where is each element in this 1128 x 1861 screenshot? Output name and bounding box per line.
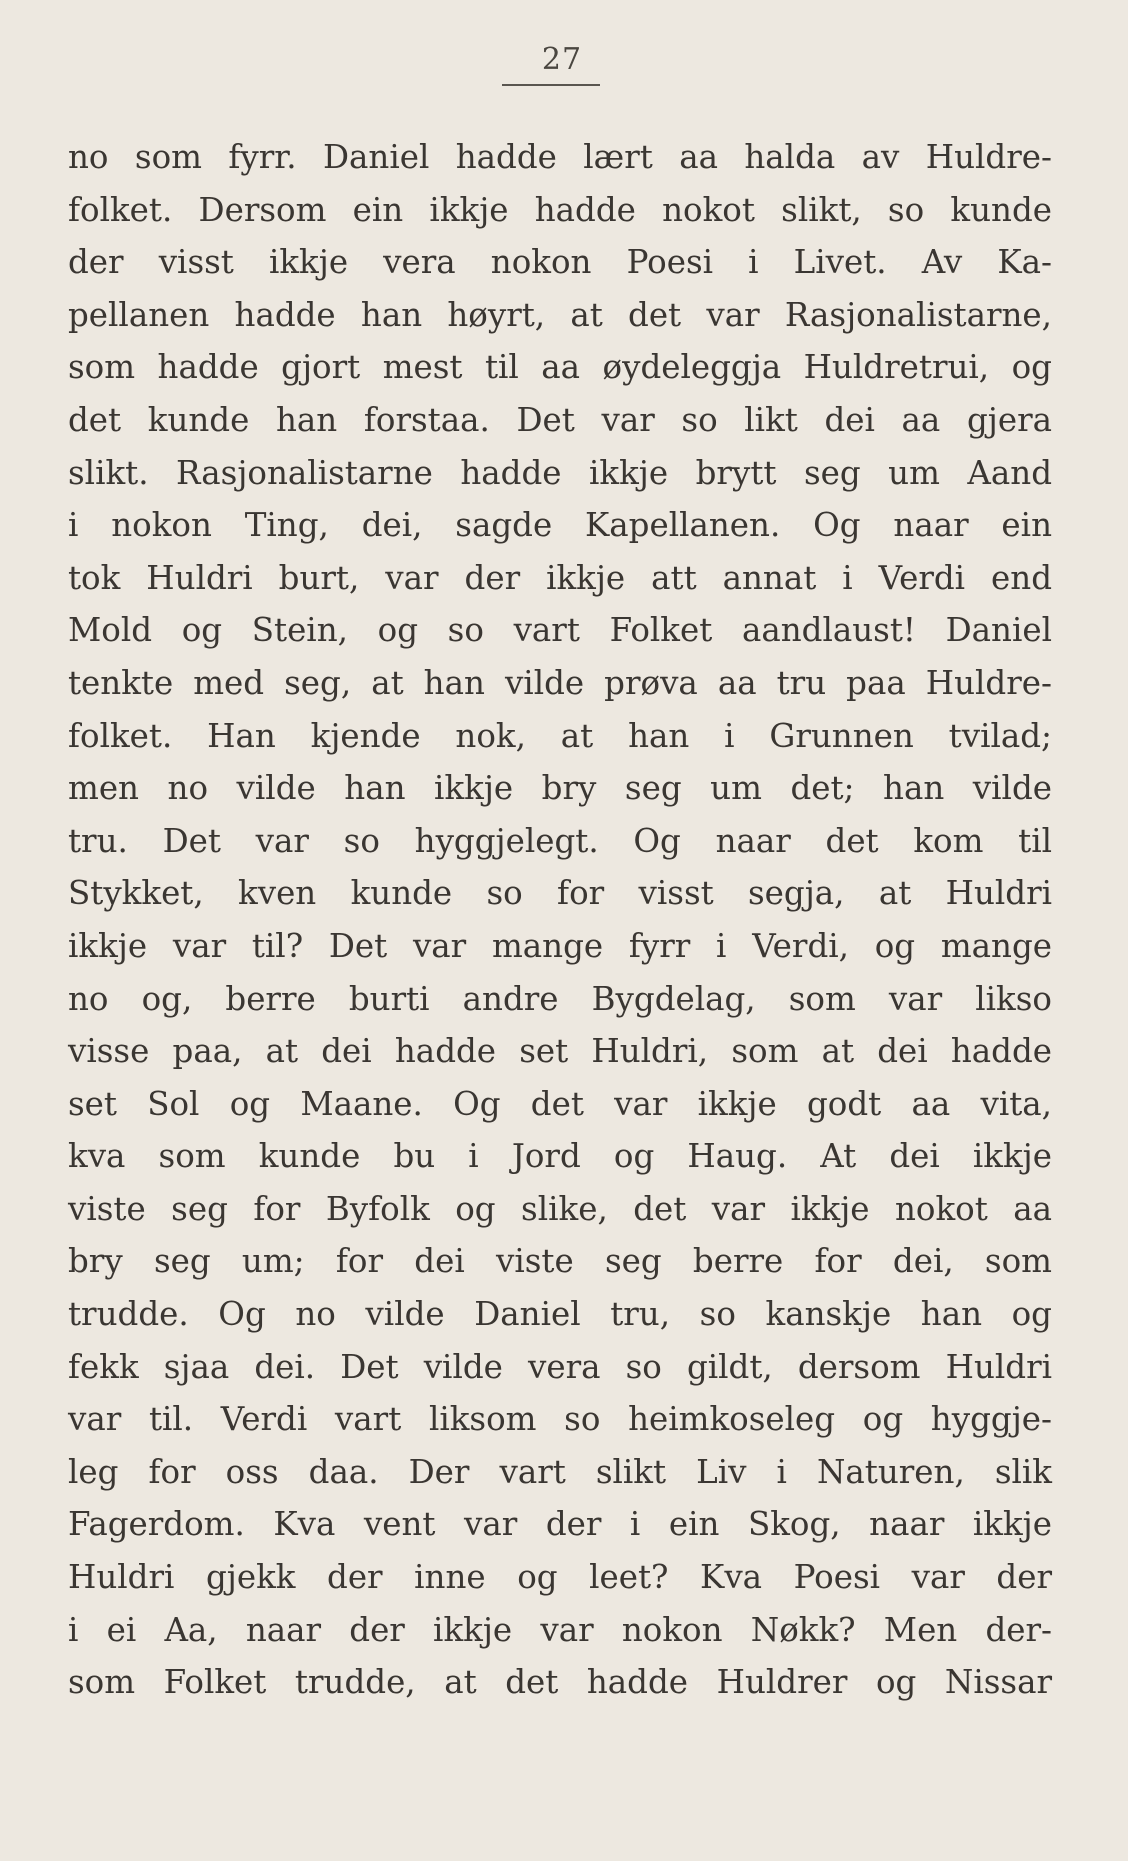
text-line: i nokon Ting, dei, sagde Kapellanen. Og naar ein — [68, 506, 1052, 545]
text-line: Huldri gjekk der inne og leet? Kva Poesi var der — [68, 1558, 1052, 1597]
text-line: folket. Han kjende nok, at han i Grunnen tvilad; — [68, 716, 1052, 755]
text-line: viste seg for Byfolk og slike, det var ikkje nokot aa — [68, 1189, 1052, 1228]
text-line: tru. Det var so hyggjelegt. Og naar det kom til — [68, 821, 1052, 860]
text-line: der visst ikkje vera nokon Poesi i Livet. Av Ka- — [68, 243, 1052, 282]
text-line: det kunde han forstaa. Det var so likt dei aa gjera — [68, 400, 1052, 439]
text-line: no som fyrr. Daniel hadde lært aa halda av Huldre- — [68, 138, 1052, 176]
text-line: trudde. Og no vilde Daniel tru, so kanskje han og — [68, 1295, 1052, 1334]
text-line: visse paa, at dei hadde set Huldri, som at dei hadde — [68, 1032, 1052, 1071]
text-line: leg for oss daa. Der vart slikt Liv i Naturen, slik — [68, 1452, 1052, 1491]
body-text — [68, 131, 1052, 1709]
page-number: 27 — [541, 42, 583, 77]
text-line: ikkje var til? Det var mange fyrr i Verdi, og mange — [68, 926, 1052, 965]
text-line: Fagerdom. Kva vent var der i ein Skog, naar ikkje — [68, 1505, 1052, 1544]
text-line: som Folket trudde, at det hadde Huldrer og Nissar — [68, 1663, 1052, 1702]
text-line: folket. Dersom ein ikkje hadde nokot slikt, so kunde — [68, 190, 1052, 229]
page-number-rule — [502, 84, 600, 86]
text-line: tenkte med seg, at han vilde prøva aa tru paa Huldre- — [68, 663, 1052, 702]
text-line: men no vilde han ikkje bry seg um det; han vilde — [68, 769, 1052, 808]
text-line: i ei Aa, naar der ikkje var nokon Nøkk? Men der- — [68, 1610, 1052, 1649]
text-line: Stykket, kven kunde so for visst segja, at Huldri — [68, 874, 1052, 913]
text-line: Mold og Stein, og so vart Folket aandlaust! Daniel — [68, 611, 1052, 650]
text-line: tok Huldri burt, var der ikkje att annat i Verdi end — [68, 558, 1052, 597]
text-line: kva som kunde bu i Jord og Haug. At dei ikkje — [68, 1137, 1052, 1176]
text-line: no og, berre burti andre Bygdelag, som var likso — [68, 979, 1052, 1018]
text-line: pellanen hadde han høyrt, at det var Rasjonalistarne, — [68, 295, 1052, 334]
text-line: som hadde gjort mest til aa øydeleggja Huldretrui, og — [68, 348, 1052, 387]
text-line: slikt. Rasjonalistarne hadde ikkje brytt seg um Aand — [68, 453, 1052, 492]
text-line: fekk sjaa dei. Det vilde vera so gildt, dersom Huldri — [68, 1347, 1052, 1386]
text-line: var til. Verdi vart liksom so heimkoseleg og hyggje- — [68, 1400, 1052, 1439]
text-line: set Sol og Maane. Og det var ikkje godt aa vita, — [68, 1084, 1052, 1123]
text-line: bry seg um; for dei viste seg berre for dei, som — [68, 1242, 1052, 1281]
